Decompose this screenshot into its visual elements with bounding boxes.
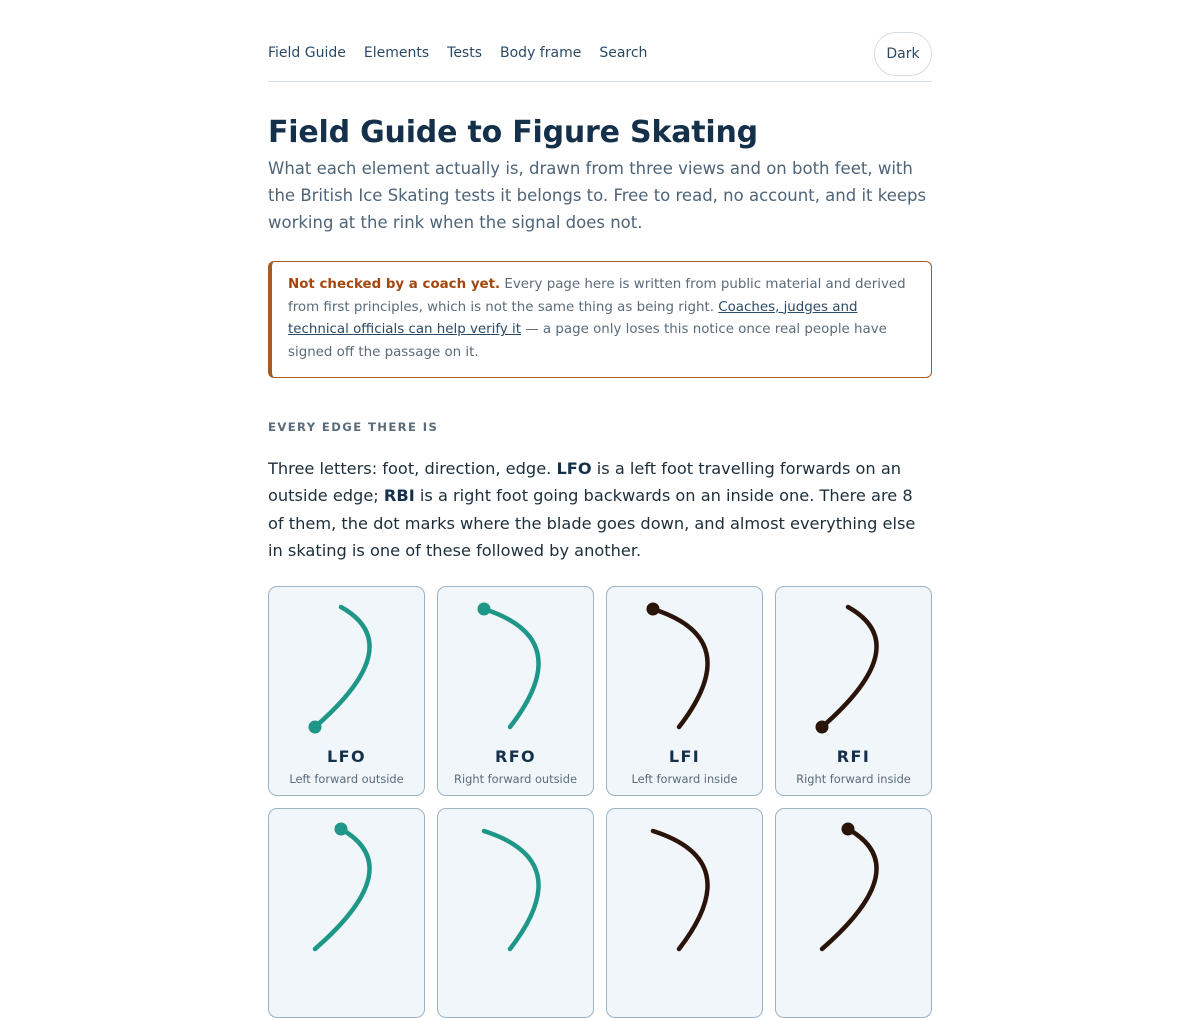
section-eyebrow: EVERY EDGE THERE IS [268,420,439,434]
edge-card-lfi[interactable] [606,586,763,796]
edge-arc [315,607,370,727]
blade-down-dot [309,721,322,734]
edge-card[interactable] [437,808,594,1018]
edge-card-lfo[interactable] [268,586,425,796]
edge-code: LFO [327,747,366,766]
edge-arc [653,609,708,727]
notice-text-after: — a page only loses this notice once real people have signed off the passage on it. [288,322,887,360]
blade-down-dot [842,823,855,836]
edge-card[interactable] [775,808,932,1018]
verify-link[interactable]: Coaches, judges and technical officials can help verify it [288,299,858,338]
edge-arc [822,829,877,949]
top-nav [268,0,932,82]
edge-description: Left forward inside [631,772,738,786]
page-lede: What each element actually is, drawn from three views and on both feet, with the British Ice Skating tests it belongs to. Free to read, no account, and it keeps working at the rink when the signal does not. [268,159,927,232]
edge-diagram [776,587,933,737]
edge-code: RFI [836,747,871,766]
page-title: Field Guide to Figure Skating [268,115,758,150]
edge-description: Right forward inside [796,772,911,786]
edge-code: RFO [494,747,537,766]
notice-text-before: Every page here is written from public material and derived from first principles, which is not the same thing as being right. [288,277,906,315]
nav-link-field-guide[interactable]: Field Guide [268,45,346,61]
nav-link-search[interactable]: Search [599,45,648,61]
edges-intro [268,455,932,565]
intro-lfo-code: LFO [556,459,592,478]
nav-link-tests[interactable]: Tests [447,45,483,61]
edge-code: LFI [668,747,701,766]
edge-diagram [269,809,426,959]
dark-mode-toggle-button[interactable]: Dark [874,32,932,76]
edge-card[interactable] [606,808,763,1018]
edge-diagram [776,809,933,959]
edge-arc [484,831,539,949]
intro-part-2: is a left foot travelling forwards on an outside edge; [268,459,902,506]
nav-link-elements[interactable]: Elements [363,45,430,61]
intro-part-1: Three letters: foot, direction, edge. [268,459,557,478]
blade-down-dot [816,721,829,734]
intro-rbi-code: RBI [383,486,415,506]
edge-description: Right forward outside [454,772,577,786]
blade-down-dot [647,603,660,616]
edge-card[interactable] [268,808,425,1018]
edge-diagram [269,587,426,737]
edge-card-grid [268,586,932,1018]
edge-card-rfi[interactable] [775,586,932,796]
intro-part-3: is a right foot going backwards on an inside one. There are 8 of them, the dot marks where the blade goes down, and almost everything else in skating is one of these followed by another. [268,486,916,561]
unverified-notice [268,261,932,378]
nav-link-body-frame[interactable]: Body frame [500,45,582,61]
edge-arc [315,829,370,949]
edge-card-rfo[interactable] [437,586,594,796]
blade-down-dot [478,603,491,616]
nav-links [268,44,647,62]
edge-diagram [438,809,595,959]
edge-description: Left forward outside [289,772,404,786]
edge-arc [822,607,877,727]
edge-arc [653,831,708,949]
notice-heading: Not checked by a coach yet. [288,277,501,292]
edge-diagram [607,587,764,737]
edge-diagram [438,587,595,737]
blade-down-dot [335,823,348,836]
edge-arc [484,609,539,727]
edge-diagram [607,809,764,959]
